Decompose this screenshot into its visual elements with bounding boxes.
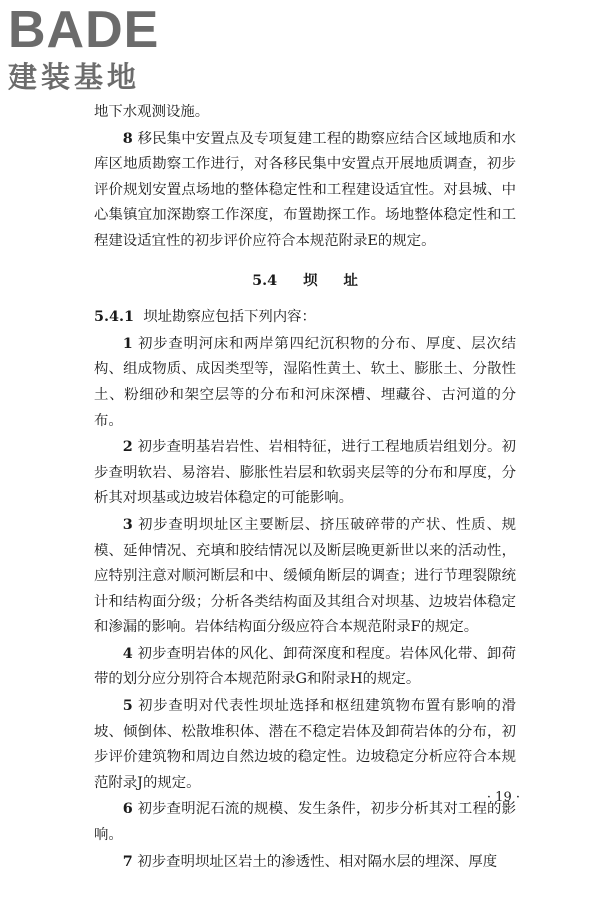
item-text: 初步查明坝址区岩土的渗透性、相对隔水层的埋深、厚度	[137, 853, 498, 870]
section-heading	[94, 268, 516, 294]
item-number: 7	[122, 852, 133, 870]
item-text: 初步查明基岩岩性、岩相特征，进行工程地质岩组划分。初步查明软岩、易溶岩、膨胀性岩层和软弱夹层等的分布和厚度，分析其对坝基或边坡岩体稳定的可能影响。	[94, 439, 516, 507]
logo-mark: BADE	[8, 1, 160, 59]
list-item	[94, 849, 516, 876]
item-number: 1	[122, 334, 133, 352]
list-item	[94, 693, 516, 796]
list-item	[94, 641, 516, 693]
page-number: · 19 ·	[486, 790, 520, 805]
clause-text: 坝址勘察应包括下列内容：	[143, 309, 316, 326]
list-item	[94, 331, 516, 434]
document-body	[94, 100, 516, 875]
section-title-char-1: 坝	[303, 271, 318, 289]
logo-subtitle: 建装基地	[8, 60, 141, 94]
paragraph-text: 移民集中安置点及专项复建工程的勘察应结合区域地质和水库区地质勘察工作进行，对各移民集中安置点开展地质调查，初步评价规划安置点场地的整体稳定性和工程建设适宜性。对县城、中心集镇宜加深勘察工作深度，布置勘探工作。场地整体稳定性和工程建设适宜性的初步评价应符合本规范附录E的规定。	[94, 130, 516, 249]
item-text: 初步查明岩体的风化、卸荷深度和程度。岩体风化带、卸荷带的划分应分别符合本规范附录G和附录H的规定。	[94, 645, 516, 688]
item-number: 2	[122, 438, 133, 456]
item-text: 初步查明坝址区主要断层、挤压破碎带的产状、性质、规模、延伸情况、充填和胶结情况以及断层晚更新世以来的活动性，应特别注意对顺河断层和中、缓倾角断层的调查；进行节理裂隙统计和结构面分级；分析各类结构面及其组合对坝基、边坡岩体稳定和渗漏的影响。岩体结构面分级应符合本规范附录F的规定。	[94, 516, 516, 636]
clause-number: 5.4.1	[94, 308, 135, 326]
list-item	[94, 434, 516, 512]
item-text: 初步查明河床和两岸第四纪沉积物的分布、厚度、层次结构、组成物质、成因类型等，湿陷性黄土、软土、膨胀土、分散性土、粉细砂和架空层等的分布和河床深槽、埋藏谷、古河道的分布。	[94, 335, 516, 429]
item-text: 初步查明泥石流的规模、发生条件，初步分析其对工程的影响。	[94, 801, 516, 844]
item-number: 3	[122, 515, 133, 533]
section-title-char-2: 址	[343, 271, 358, 289]
brand-logo	[8, 1, 178, 94]
clause-5-4-1	[94, 304, 516, 331]
section-number: 5.4	[252, 271, 278, 289]
list-item	[94, 512, 516, 641]
item-number: 4	[122, 644, 133, 662]
paragraph-8	[94, 126, 516, 255]
item-number: 5	[122, 697, 133, 715]
item-number: 6	[122, 800, 133, 818]
lead-line: 地下水观测设施。	[94, 104, 210, 120]
item-text: 初步查明对代表性坝址选择和枢纽建筑物布置有影响的滑坡、倾倒体、松散堆积体、潜在不稳定岩体及卸荷岩体的分布，初步评价建筑物和周边自然边坡的稳定性。边坡稳定分析应符合本规范附录J的规定。	[94, 698, 516, 791]
paragraph-number: 8	[122, 129, 133, 147]
